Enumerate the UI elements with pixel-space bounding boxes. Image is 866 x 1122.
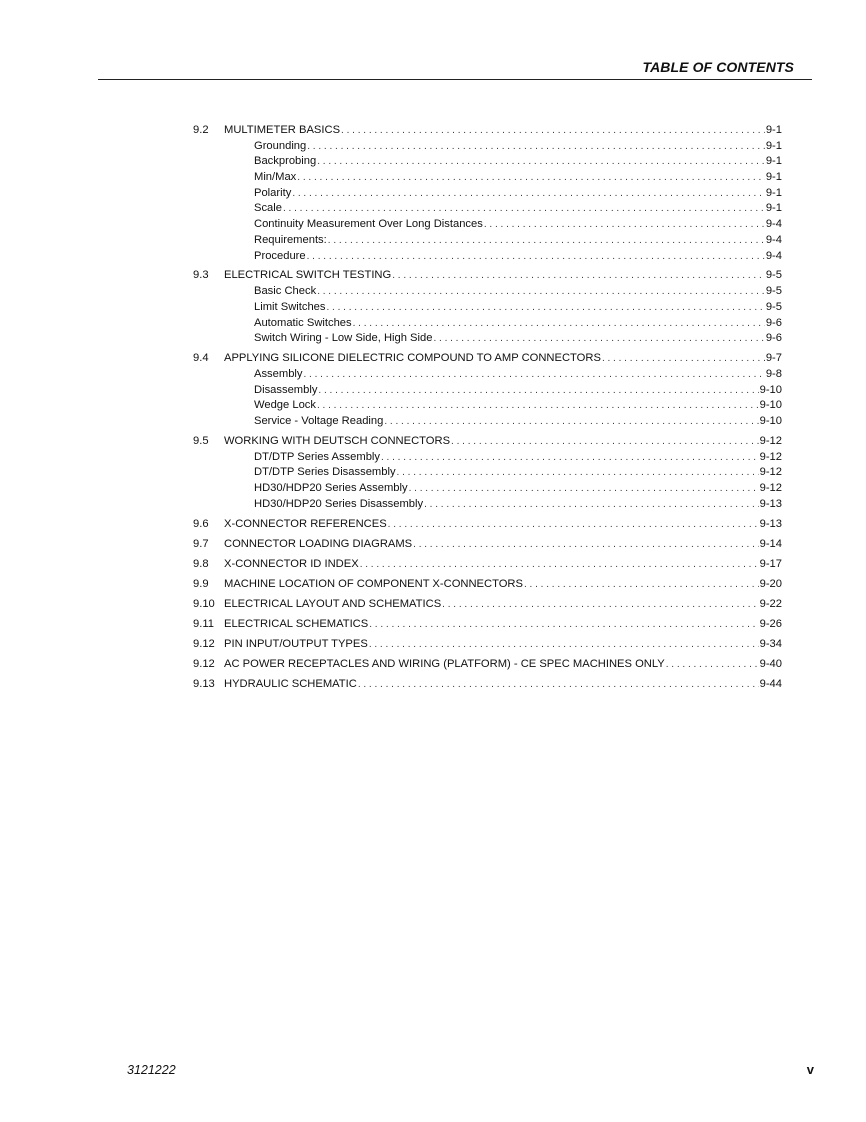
toc-section-entry[interactable] [193, 677, 782, 693]
toc-section-title: WORKING WITH DEUTSCH CONNECTORS [224, 434, 451, 447]
toc-section-number: 9.12 [193, 657, 215, 670]
toc-page-number: 9-12 [759, 434, 782, 447]
toc-page-number: 9-1 [765, 202, 782, 215]
toc-subsection-title: Scale [254, 202, 282, 215]
toc-subsection-title: Grounding [254, 139, 307, 152]
toc-page-number: 9-12 [759, 450, 782, 463]
toc-section-number: 9.4 [193, 352, 209, 365]
toc-dot-leader [304, 367, 765, 383]
toc-subsection-entry[interactable] [193, 316, 782, 332]
toc-subsection-title: Automatic Switches [254, 316, 352, 329]
toc-page-number: 9-12 [759, 466, 782, 479]
toc-dot-leader [317, 398, 759, 414]
toc-page-number: 9-4 [765, 249, 782, 262]
toc-dot-leader [381, 450, 759, 466]
toc-dot-leader [297, 170, 765, 186]
toc-section-entry[interactable] [193, 557, 782, 573]
toc-section-title: X-CONNECTOR REFERENCES [224, 517, 387, 530]
toc-dot-leader [360, 557, 759, 573]
toc-subsection-entry[interactable] [193, 465, 782, 481]
toc-page-number: 9-6 [765, 332, 782, 345]
toc-dot-leader [388, 517, 759, 533]
toc-page-number: 9-13 [759, 517, 782, 530]
toc-section-title: MULTIMETER BASICS [224, 124, 341, 136]
toc-dot-leader [292, 186, 765, 202]
toc-subsection-entry[interactable] [193, 383, 782, 399]
toc-dot-leader [358, 677, 759, 693]
toc-section-number: 9.5 [193, 434, 209, 447]
toc-page-number: 9-1 [765, 155, 782, 168]
toc-subsection-entry[interactable] [193, 331, 782, 347]
toc-subsection-entry[interactable] [193, 300, 782, 316]
toc-page-number: 9-8 [765, 367, 782, 380]
toc-section-entry[interactable] [193, 597, 782, 613]
toc-dot-leader [327, 300, 765, 316]
toc-section-entry[interactable] [193, 434, 782, 450]
toc-subsection-title: Min/Max [254, 171, 297, 184]
toc-subsection-title: Requirements: [254, 233, 327, 246]
toc-section-title: ELECTRICAL LAYOUT AND SCHEMATICS [224, 597, 442, 610]
toc-section-entry[interactable] [193, 577, 782, 593]
toc-page-number: 9-34 [759, 637, 782, 650]
toc-subsection-entry[interactable] [193, 497, 782, 513]
toc-section-number: 9.6 [193, 517, 209, 530]
toc-section-entry[interactable] [193, 537, 782, 553]
toc-dot-leader [307, 139, 765, 155]
toc-subsection-entry[interactable] [193, 154, 782, 170]
toc-dot-leader [409, 481, 759, 497]
toc-section-entry[interactable] [193, 123, 782, 139]
toc-dot-leader [283, 201, 765, 217]
toc-subsection-entry[interactable] [193, 367, 782, 383]
toc-section-entry[interactable] [193, 351, 782, 367]
toc-subsection-title: HD30/HDP20 Series Assembly [254, 482, 408, 495]
toc-section-number: 9.13 [193, 677, 215, 690]
page-header-title: TABLE OF CONTENTS [642, 59, 794, 75]
toc-subsection-entry[interactable] [193, 450, 782, 466]
toc-page-number: 9-14 [759, 537, 782, 550]
toc-section-number: 9.3 [193, 269, 209, 282]
toc-dot-leader [307, 249, 765, 265]
toc-dot-leader [328, 233, 765, 249]
toc-subsection-title: Limit Switches [254, 300, 326, 313]
toc-section-title: X-CONNECTOR ID INDEX [224, 557, 359, 570]
header-divider [98, 79, 812, 80]
toc-dot-leader [317, 284, 765, 300]
toc-subsection-entry[interactable] [193, 233, 782, 249]
toc-section-title: APPLYING SILICONE DIELECTRIC COMPOUND TO AMP CONNECTORS [224, 352, 601, 365]
toc-page-number: 9-20 [759, 577, 782, 590]
toc-page-number: 9-1 [765, 171, 782, 184]
toc-dot-leader [442, 597, 758, 613]
toc-section-number: 9.11 [193, 617, 214, 630]
toc-page-number: 9-6 [765, 316, 782, 329]
toc-page-number: 9-5 [765, 285, 782, 298]
toc-section-title: MACHINE LOCATION OF COMPONENT X-CONNECTORS [224, 577, 523, 590]
toc-page-number: 9-7 [765, 352, 782, 365]
toc-page-number: 9-10 [759, 383, 782, 396]
toc-subsection-title: DT/DTP Series Disassembly [254, 466, 396, 479]
footer-document-number: 3121222 [127, 1063, 176, 1077]
toc-page-number: 9-4 [765, 233, 782, 246]
toc-dot-leader [384, 414, 758, 430]
toc-section-title: HYDRAULIC SCHEMATIC [224, 677, 357, 690]
toc-page-number: 9-1 [765, 124, 782, 136]
toc-page-number: 9-10 [759, 414, 782, 427]
toc-page-number: 9-44 [759, 677, 782, 690]
toc-dot-leader [424, 497, 758, 513]
toc-subsection-title: DT/DTP Series Assembly [254, 450, 380, 463]
toc-subsection-entry[interactable] [193, 249, 782, 265]
toc-dot-leader [318, 383, 758, 399]
toc-dot-leader [392, 268, 765, 284]
toc-subsection-title: Wedge Lock [254, 399, 316, 412]
toc-section-number: 9.2 [193, 124, 209, 136]
toc-page-number: 9-12 [759, 482, 782, 495]
table-of-contents [193, 123, 782, 692]
toc-subsection-entry[interactable] [193, 186, 782, 202]
toc-section-title: PIN INPUT/OUTPUT TYPES [224, 637, 368, 650]
toc-section-entry[interactable] [193, 617, 782, 633]
toc-subsection-title: Basic Check [254, 285, 317, 298]
toc-section-title: ELECTRICAL SCHEMATICS [224, 617, 369, 630]
toc-subsection-title: Continuity Measurement Over Long Distances [254, 218, 483, 231]
toc-page-number: 9-1 [765, 139, 782, 152]
toc-dot-leader [413, 537, 758, 553]
toc-section-number: 9.7 [193, 537, 209, 550]
toc-dot-leader [433, 331, 764, 347]
toc-section-number: 9.8 [193, 557, 209, 570]
toc-subsection-entry[interactable] [193, 217, 782, 233]
toc-section-number: 9.9 [193, 577, 209, 590]
toc-page-number: 9-10 [759, 399, 782, 412]
toc-subsection-title: Service - Voltage Reading [254, 414, 384, 427]
toc-subsection-title: Backprobing [254, 155, 317, 168]
toc-section-title: AC POWER RECEPTACLES AND WIRING (PLATFORM) - CE SPEC MACHINES ONLY [224, 657, 665, 670]
toc-section-entry[interactable] [193, 657, 782, 673]
toc-page-number: 9-4 [765, 218, 782, 231]
toc-dot-leader [369, 637, 759, 653]
toc-section-entry[interactable] [193, 517, 782, 533]
toc-dot-leader [602, 351, 765, 367]
toc-dot-leader [317, 154, 765, 170]
toc-subsection-title: Assembly [254, 367, 303, 380]
toc-dot-leader [369, 617, 758, 633]
toc-dot-leader [397, 465, 759, 481]
toc-page-number: 9-5 [765, 300, 782, 313]
toc-page-number: 9-13 [759, 497, 782, 510]
toc-subsection-title: HD30/HDP20 Series Disassembly [254, 497, 424, 510]
toc-page-number: 9-22 [759, 597, 782, 610]
toc-subsection-entry[interactable] [193, 414, 782, 430]
toc-subsection-entry[interactable] [193, 284, 782, 300]
toc-subsection-entry[interactable] [193, 201, 782, 217]
toc-section-title: CONNECTOR LOADING DIAGRAMS [224, 537, 413, 550]
toc-dot-leader [524, 577, 759, 593]
toc-subsection-title: Switch Wiring - Low Side, High Side [254, 332, 433, 345]
toc-page-number: 9-26 [759, 617, 782, 630]
toc-dot-leader [484, 217, 765, 233]
toc-dot-leader [451, 434, 759, 450]
toc-page-number: 9-40 [759, 657, 782, 670]
toc-section-number: 9.12 [193, 637, 215, 650]
toc-page-number: 9-1 [765, 186, 782, 199]
toc-dot-leader [353, 316, 765, 332]
toc-page-number: 9-5 [765, 269, 782, 282]
toc-section-entry[interactable] [193, 268, 782, 284]
footer-page-number: v [806, 1062, 814, 1077]
toc-section-number: 9.10 [193, 597, 215, 610]
toc-subsection-entry[interactable] [193, 170, 782, 186]
toc-subsection-entry[interactable] [193, 481, 782, 497]
toc-subsection-title: Polarity [254, 186, 292, 199]
toc-dot-leader [341, 123, 765, 139]
toc-subsection-entry[interactable] [193, 398, 782, 414]
toc-page-number: 9-17 [759, 557, 782, 570]
toc-subsection-title: Disassembly [254, 383, 318, 396]
toc-subsection-title: Procedure [254, 249, 306, 262]
toc-section-title: ELECTRICAL SWITCH TESTING [224, 269, 392, 282]
toc-subsection-entry[interactable] [193, 139, 782, 155]
toc-section-entry[interactable] [193, 637, 782, 653]
toc-dot-leader [666, 657, 759, 673]
